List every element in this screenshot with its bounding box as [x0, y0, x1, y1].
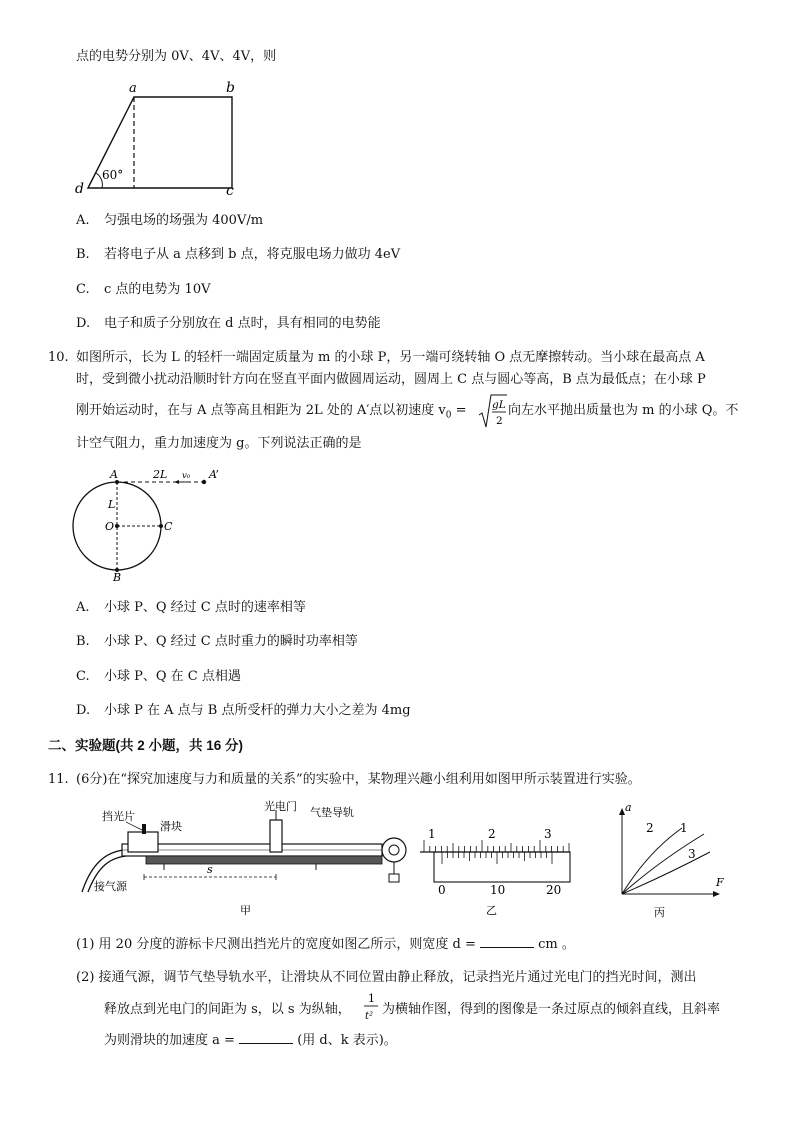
q11-number: 11.	[48, 772, 69, 787]
main-tick-3: 3	[544, 827, 552, 841]
figure-yi-vernier-caliper	[420, 826, 580, 920]
figure-bing-a-F-graph	[608, 800, 728, 920]
q9-option-c[interactable]: C.	[76, 282, 90, 297]
q10-option-c-text: 小球 P、Q 在 C 点相遇	[104, 669, 241, 684]
q10-line3b: 向左水平抛出质量也为 m 的小球 Q。不	[508, 403, 739, 418]
sqrt-gl-over-2	[478, 393, 508, 431]
curve-label-2: 2	[646, 821, 654, 835]
q9-option-d[interactable]: D.	[76, 316, 91, 331]
q10-option-a-text: 小球 P、Q 经过 C 点时的速率相等	[104, 600, 306, 615]
label-B: B	[113, 571, 122, 584]
label-L: L	[108, 498, 116, 511]
main-tick-2: 2	[488, 827, 496, 841]
q11-sub2-line3	[104, 1031, 397, 1050]
label-jieqiyuan: 接气源	[94, 880, 127, 893]
caption-jia: 甲	[240, 904, 251, 917]
answer-blank-width[interactable]	[480, 935, 534, 948]
q11-sub2-line2b: 为横轴作图，得到的图像是一条过原点的倾斜直线，且斜率	[382, 1002, 721, 1017]
q10-line4: 计空气阻力，重力加速度为 g。下列说法正确的是	[76, 436, 362, 451]
frac-denominator: t²	[365, 1011, 374, 1022]
q9-option-a[interactable]: A.	[76, 213, 90, 228]
caption-yi: 乙	[486, 904, 497, 917]
q9-continued-text: 点的电势分别为 0V、4V、4V，则	[76, 49, 277, 64]
label-guangdianmen: 光电门	[264, 800, 297, 813]
label-d: d	[75, 181, 84, 197]
q9-trapezoid-figure	[72, 78, 252, 198]
q10-option-d-text: 小球 P 在 A 点与 B 点所受杆的弹力大小之差为 4mg	[104, 703, 411, 718]
q10-line2: 时，受到微小扰动沿顺时针方向在竖直平面内做圆周运动，圆周上 C 点与圆心等高，B 点为最低点；在小球 P	[76, 372, 706, 387]
q11-sub1-text: (1) 用 20 分度的游标卡尺测出挡光片的宽度如图乙所示，则宽度 d =	[76, 937, 476, 952]
q9-option-c-text: c 点的电势为 10V	[104, 282, 211, 297]
q10-option-b[interactable]: B.	[76, 634, 90, 649]
q10-number: 10.	[48, 350, 69, 365]
q10-line1: 如图所示，长为 L 的轻杆一端固定质量为 m 的小球 P，另一端可绕转轴 O 点无摩擦转动。当小球在最高点 A	[76, 350, 705, 365]
q11-sub2-line3a: 为则滑块的加速度 a =	[104, 1033, 235, 1048]
q10-equals: =	[451, 403, 467, 418]
label-s: s	[207, 863, 213, 876]
caption-bing: 丙	[654, 906, 665, 919]
axis-F-label: F	[716, 876, 724, 889]
q10-option-a[interactable]: A.	[76, 600, 90, 615]
label-b: b	[226, 80, 235, 96]
label-c: c	[226, 183, 234, 198]
q10-line3	[76, 402, 467, 425]
answer-blank-acceleration[interactable]	[239, 1031, 293, 1044]
curve-label-3: 3	[688, 847, 696, 861]
label-qidian-daogui: 气垫导轨	[310, 806, 354, 819]
figure-jia-air-track	[72, 800, 422, 920]
label-v0: v₀	[182, 471, 191, 481]
fraction-1-over-t-squared	[362, 991, 380, 1025]
q10-option-c[interactable]: C.	[76, 669, 90, 684]
q11-intro: (6分)在“探究加速度与力和质量的关系”的实验中，某物理兴趣小组利用如图甲所示装置进行实验。	[76, 772, 641, 787]
q11-sub2-line2a: 释放点到光电门的间距为 s，以 s 为纵轴，	[104, 1002, 351, 1017]
label-dangguangpian: 挡光片	[102, 810, 135, 823]
section-heading: 二、实验题(共 2 小题，共 16 分)	[48, 738, 244, 753]
label-2L: 2L	[153, 468, 168, 481]
main-tick-1: 1	[428, 827, 436, 841]
sqrt-denominator: 2	[496, 415, 503, 427]
label-A: A	[110, 468, 118, 481]
q9-option-b-text: 若将电子从 a 点移到 b 点，将克服电场力做功 4eV	[104, 247, 401, 262]
q11-sub2-line3b: (用 d、k 表示)。	[297, 1033, 397, 1048]
q10-v0-sub: 0	[445, 410, 452, 421]
vernier-label-20: 20	[546, 883, 562, 897]
q11-sub1-unit: cm 。	[538, 937, 575, 952]
sqrt-numerator: gL	[492, 399, 506, 411]
axis-a-label: a	[625, 801, 632, 814]
q9-option-a-text: 匀强电场的场强为 400V/m	[104, 213, 264, 228]
vernier-ticks	[442, 852, 552, 864]
q10-circle-figure	[70, 465, 230, 587]
label-huakuai: 滑块	[160, 820, 182, 833]
vernier-label-0: 0	[438, 883, 446, 897]
q10-option-d[interactable]: D.	[76, 703, 91, 718]
label-a: a	[129, 81, 137, 96]
label-C: C	[164, 520, 173, 533]
main-scale-ticks	[424, 840, 569, 852]
label-angle: 60°	[102, 168, 124, 182]
curve-label-1: 1	[680, 821, 688, 835]
label-O: O	[105, 520, 115, 533]
q10-option-b-text: 小球 P、Q 经过 C 点时重力的瞬时功率相等	[104, 634, 358, 649]
q9-option-d-text: 电子和质子分别放在 d 点时，具有相同的电势能	[104, 316, 381, 331]
q10-line3a: 刚开始运动时，在与 A 点等高且相距为 2L 处的 A′点以初速度 v	[76, 403, 446, 418]
q9-option-b[interactable]: B.	[76, 247, 90, 262]
frac-numerator: 1	[368, 992, 375, 1005]
q11-sub1	[76, 935, 575, 954]
label-A-prime: A’	[209, 468, 219, 481]
q11-sub2-line1: (2) 接通气源，调节气垫导轨水平，让滑块从不同位置由静止释放，记录挡光片通过光电门的挡光时间，测出	[76, 970, 697, 985]
vernier-label-10: 10	[490, 883, 506, 897]
